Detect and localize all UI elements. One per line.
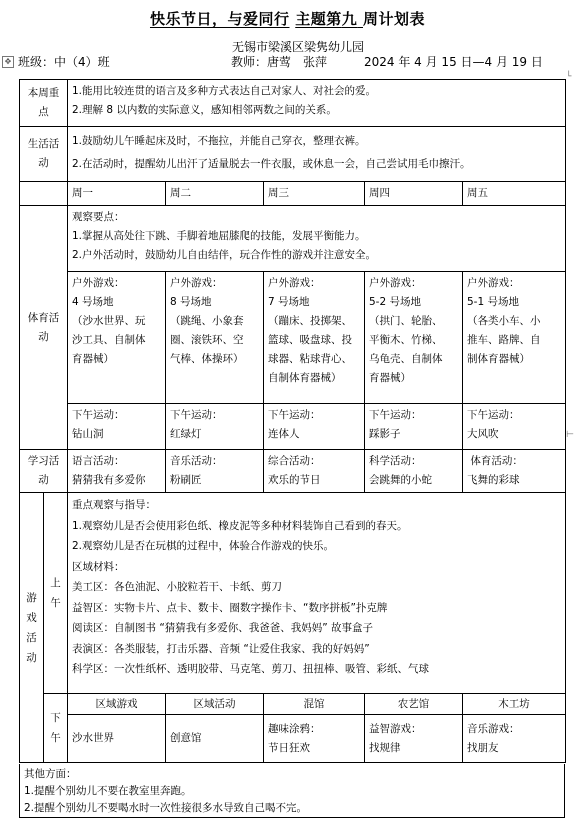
outdoor-title: 户外游戏：	[467, 277, 520, 289]
learning-title: 语言活动：	[72, 455, 125, 467]
outdoor-line: 气棒、体操环）	[170, 353, 244, 365]
learning-row	[20, 450, 566, 493]
outdoor-title: 户外游戏：	[268, 277, 321, 289]
pe-obs-title: 观察要点：	[72, 211, 125, 223]
teacher-names: 教师：唐莺 张萍	[231, 55, 328, 69]
pm-cell-title: 音乐游戏：	[467, 722, 520, 735]
outdoor-line: 育器械）	[369, 372, 411, 384]
learning-name: 欢乐的节日	[268, 474, 321, 486]
life-content	[68, 127, 566, 182]
afternoon-title: 下午运动：	[72, 409, 125, 421]
outdoor-title: 户外游戏：	[369, 277, 422, 289]
outdoor-line: （蹦床、投掷架、	[268, 315, 352, 327]
pm-cell	[166, 715, 264, 763]
outdoor-line: 5-2 号场地	[369, 296, 421, 308]
pe-observation	[68, 206, 566, 272]
pe-observation-row	[20, 206, 566, 272]
pe-outdoor-row	[20, 272, 566, 404]
margin-mark-icon: ⊢	[566, 430, 574, 440]
day-wed: 周三	[264, 182, 365, 206]
games-morning-content	[68, 493, 566, 694]
afternoon-name: 钻山洞	[72, 428, 104, 440]
goal-item: 2.理解 8 以内数的实际意义，感知相邻两数之间的关系。	[72, 104, 337, 116]
goals-label: 本周重点	[20, 80, 68, 127]
learning-cell-tue	[166, 450, 264, 493]
learning-name: 会跳舞的小蛇	[369, 474, 432, 486]
pm-head: 混馆	[264, 694, 365, 715]
day-header-row	[20, 182, 566, 206]
pm-cell-title: 益智游戏：	[369, 722, 422, 735]
material-item: 表演区：各类服装，打击乐器、音频 “让爱住我家、我的好妈妈”	[72, 642, 370, 655]
life-item: 1.鼓励幼儿午睡起床及时，不拖拉，并能自己穿衣，整理衣裤。	[72, 135, 366, 147]
outdoor-line: 5-1 号场地	[467, 296, 519, 308]
outdoor-cell-tue	[166, 272, 264, 404]
outdoor-title: 户外游戏：	[170, 277, 223, 289]
day-header-blank	[20, 182, 68, 206]
outdoor-title: 户外游戏：	[72, 277, 125, 289]
outdoor-cell-wed	[264, 272, 365, 404]
title-theme-label: 主题第	[295, 10, 342, 28]
outdoor-line: 球器、粘球背心、	[268, 353, 352, 365]
games-label-text: 游戏活动	[26, 591, 37, 664]
learning-cell-mon	[68, 450, 166, 493]
afternoon-name: 大风吹	[467, 428, 499, 440]
games-morning-row	[20, 493, 566, 694]
pm-head: 区域游戏	[68, 694, 166, 715]
learning-cell-wed	[264, 450, 365, 493]
afternoon-name: 红绿灯	[170, 428, 202, 440]
pm-cell	[365, 715, 463, 763]
pm-head: 区域活动	[166, 694, 264, 715]
pe-obs-item: 2.户外活动时，鼓励幼儿自由结伴，玩合作性的游戏并注意安全。	[72, 249, 377, 261]
life-row	[20, 127, 566, 182]
afternoon-cell-wed	[264, 404, 365, 450]
date-range: 2024 年 4 月 15 日—4 月 19 日	[364, 55, 543, 69]
life-item: 2.在活动时，提醒幼儿出汗了适量脱去一件衣服，或休息一会，自己尝试用毛巾擦汗。	[72, 158, 471, 170]
learning-name: 粉刷匠	[170, 474, 202, 486]
learning-cell-thu	[365, 450, 463, 493]
day-tue: 周二	[166, 182, 264, 206]
morning-label-text: 上午	[50, 577, 61, 609]
other-item: 2.提醒个别幼儿不要喝水时一次性接很多水导致自己喝不完。	[24, 802, 308, 814]
learning-title: 综合活动：	[268, 455, 321, 467]
outdoor-line: 7 号场地	[268, 296, 310, 308]
afternoon-cell-mon	[68, 404, 166, 450]
pm-cell-title: 沙水世界	[72, 732, 114, 744]
pe-label: 体育活动	[20, 206, 68, 450]
materials-title: 区域材料：	[72, 560, 125, 573]
page-title	[0, 8, 575, 29]
outdoor-line: 平衡木、竹梯、	[369, 334, 443, 346]
afternoon-cell-tue	[166, 404, 264, 450]
games-obs-item: 1.观察幼儿是否会使用彩色纸、橡皮泥等多种材料装饰自己看到的春天。	[72, 519, 408, 532]
pm-cell-name: 节日狂欢	[268, 741, 310, 754]
class-label: 班级：中（4）班	[18, 55, 110, 69]
pm-head: 农艺馆	[365, 694, 463, 715]
pm-cell	[264, 715, 365, 763]
afternoon-name: 连体人	[268, 428, 300, 440]
outdoor-line: 自制体育器械）	[268, 372, 342, 384]
school-name: 无锡市梁溪区梁隽幼儿园	[232, 40, 365, 54]
outdoor-line: 4 号场地	[72, 296, 114, 308]
outdoor-line: 制体育器械）	[467, 353, 530, 365]
table-move-handle-icon[interactable]: ✥	[2, 56, 14, 68]
day-fri: 周五	[463, 182, 566, 206]
day-mon: 周一	[68, 182, 166, 206]
afternoon-label-text: 下午	[50, 712, 61, 744]
material-item: 益智区：实物卡片、点卡、数卡、圈数字操作卡、“数序拼板”扑克牌	[72, 601, 388, 614]
games-obs-item: 2.观察幼儿是否在玩棋的过程中，体验合作游戏的快乐。	[72, 540, 335, 552]
games-obs-title: 重点观察与指导：	[72, 499, 156, 511]
info-line	[4, 53, 564, 69]
other-title: 其他方面：	[24, 768, 77, 780]
pm-cell	[463, 715, 566, 763]
pm-cell-title: 趣味涂鸦：	[268, 722, 321, 735]
material-item: 科学区：一次性纸杯、透明胶带、马克笔、剪刀、扭扭棒、吸管、彩纸、气球	[72, 663, 429, 675]
material-item: 阅读区：自制图书 “猜猜我有多爱你、我爸爸、我妈妈” 故事盒子	[72, 622, 374, 634]
learning-title: 科学活动：	[369, 455, 422, 467]
goals-row	[20, 80, 566, 127]
outdoor-line: （各类小车、小	[467, 315, 541, 327]
learning-label: 学习活动	[20, 450, 68, 493]
afternoon-name: 踩影子	[369, 428, 401, 440]
afternoon-cell-fri	[463, 404, 566, 450]
outdoor-cell-thu	[365, 272, 463, 404]
outdoor-line: 育器械）	[72, 353, 114, 365]
afternoon-title: 下午运动：	[268, 409, 321, 421]
learning-cell-fri	[463, 450, 566, 493]
learning-title: 音乐活动：	[170, 455, 223, 467]
afternoon-cell-thu	[365, 404, 463, 450]
games-label	[20, 493, 44, 763]
other-section	[19, 764, 565, 818]
life-label: 生活活动	[20, 127, 68, 182]
pe-afternoon-row	[20, 404, 566, 450]
title-theme: 快乐节日，与爱同行	[149, 10, 290, 28]
afternoon-label	[44, 694, 68, 763]
day-thu: 周四	[365, 182, 463, 206]
pm-cell-name: 找规律	[369, 741, 401, 754]
outdoor-line: 推车、路牌、自	[467, 334, 541, 346]
goals-content	[68, 80, 566, 127]
outdoor-line: （拱门、轮胎、	[369, 315, 443, 327]
pe-obs-item: 1.掌握从高处往下跳、手脚着地屈膝爬的技能，发展平衡能力。	[72, 230, 366, 242]
outdoor-line: 圈、滚铁环、空	[170, 334, 244, 346]
afternoon-title: 下午运动：	[369, 409, 422, 421]
material-item: 美工区：各色油泥、小胶粒若干、卡纸、剪刀	[72, 581, 282, 593]
morning-label	[44, 493, 68, 694]
title-suffix: 周计划表	[363, 10, 426, 28]
outdoor-line: 8 号场地	[170, 296, 212, 308]
pm-cell-title: 创意馆	[170, 732, 202, 744]
outdoor-line: 篮球、吸盘球、投	[268, 334, 352, 346]
learning-name: 猜猜我有多爱你	[72, 474, 146, 486]
corner-mark-icon: └	[566, 72, 572, 82]
afternoon-title: 下午运动：	[170, 409, 223, 421]
pm-cell-name: 找朋友	[467, 741, 499, 754]
outdoor-cell-mon	[68, 272, 166, 404]
games-afternoon-head-row	[20, 694, 566, 715]
title-week-number: 九	[341, 10, 358, 28]
goal-item: 1.能用比较连贯的语言及多种方式表达自己对家人、对社会的爱。	[72, 85, 377, 97]
other-item: 1.提醒个别幼儿不要在教室里奔跑。	[24, 785, 192, 797]
learning-name: 飞舞的彩球	[467, 474, 520, 486]
outdoor-line: （沙水世界、玩	[72, 315, 146, 327]
outdoor-cell-fri	[463, 272, 566, 404]
afternoon-title: 下午运动：	[467, 409, 520, 421]
outdoor-line: 乌龟壳、自制体	[369, 353, 443, 365]
outdoor-line: （跳绳、小象套	[170, 315, 244, 327]
outdoor-line: 沙工具、自制体	[72, 334, 146, 346]
plan-table	[19, 79, 566, 763]
pm-cell	[68, 715, 166, 763]
pm-head: 木工坊	[463, 694, 566, 715]
games-afternoon-row	[20, 715, 566, 763]
learning-title: 体育活动：	[467, 455, 523, 467]
